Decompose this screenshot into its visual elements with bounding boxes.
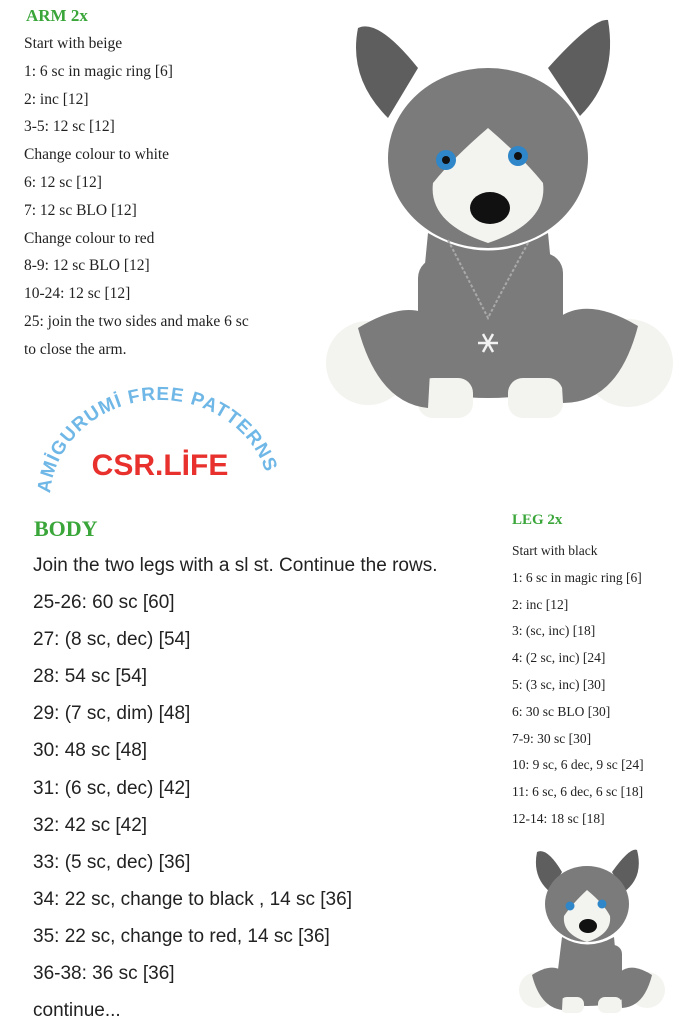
instruction-line: 31: (6 sc, dec) [42] [33,777,191,799]
instruction-line: 30: 48 sc [48] [33,740,148,762]
instruction-line: Start with beige [24,35,123,52]
instruction-line: 3: (sc, inc) [18] [512,623,596,639]
instruction-line: 6: 12 sc [12] [24,173,102,191]
instruction-line: 36-38: 36 sc [36] [33,963,175,985]
instruction-line: 28: 54 sc [54] [33,666,148,688]
instruction-line: 10: 9 sc, 6 dec, 9 sc [24] [512,757,644,773]
instruction-line: 7-9: 30 sc [30] [512,730,592,746]
instruction-line: 25: join the two sides and make 6 sc [24,312,249,330]
instruction-line: 4: (2 sc, inc) [24] [512,650,606,666]
body-instructions [33,551,503,1033]
husky-thumbnail-image [512,842,672,1022]
instruction-line: 25-26: 60 sc [60] [33,592,175,614]
arm-instructions [24,30,324,364]
instruction-line: 27: (8 sc, dec) [54] [33,629,191,651]
logo-brand-text: CSR.LİFE [91,449,229,482]
instruction-line: 1: 6 sc in magic ring [6] [512,569,642,585]
instruction-line: 2: inc [12] [24,90,89,108]
instruction-line: 32: 42 sc [42] [33,814,148,836]
logo-arc-text: AMİGURUMİ FREE PATTERNS [34,383,282,495]
arm-heading: ARM 2x [26,6,88,25]
instruction-line: Change colour to red [24,229,155,247]
instruction-line: 29: (7 sc, dim) [48] [33,703,191,725]
instruction-line: continue... [33,1000,121,1022]
instruction-line: Change colour to white [24,146,170,164]
amigurumi-logo [30,380,290,510]
instruction-line: Join the two legs with a sl st. Continue the rows. [33,555,438,576]
instruction-line: 6: 30 sc BLO [30] [512,703,611,719]
instruction-line: Start with black [512,543,598,558]
instruction-line: 5: (3 sc, inc) [30] [512,676,606,692]
instruction-line: 2: inc [12] [512,596,569,612]
leg-heading: LEG 2x [512,512,563,528]
instruction-line: 3-5: 12 sc [12] [24,118,115,136]
instruction-line: 1: 6 sc in magic ring [6] [24,62,173,80]
instruction-line: 11: 6 sc, 6 dec, 6 sc [18] [512,784,644,800]
husky-amigurumi-image [318,8,680,448]
instruction-line: 35: 22 sc, change to red, 14 sc [36] [33,925,330,947]
instruction-line: 10-24: 12 sc [12] [24,285,131,303]
instruction-line: 33: (5 sc, dec) [36] [33,851,191,873]
instruction-line: 8-9: 12 sc BLO [12] [24,257,150,275]
body-heading: BODY [34,516,98,541]
instruction-line: 34: 22 sc, change to black , 14 sc [36] [33,888,352,910]
instruction-line: to close the arm. [24,340,127,358]
instruction-line: 12-14: 18 sc [18] [512,810,605,826]
instruction-line: 7: 12 sc BLO [12] [24,201,137,219]
leg-instructions [512,538,682,833]
